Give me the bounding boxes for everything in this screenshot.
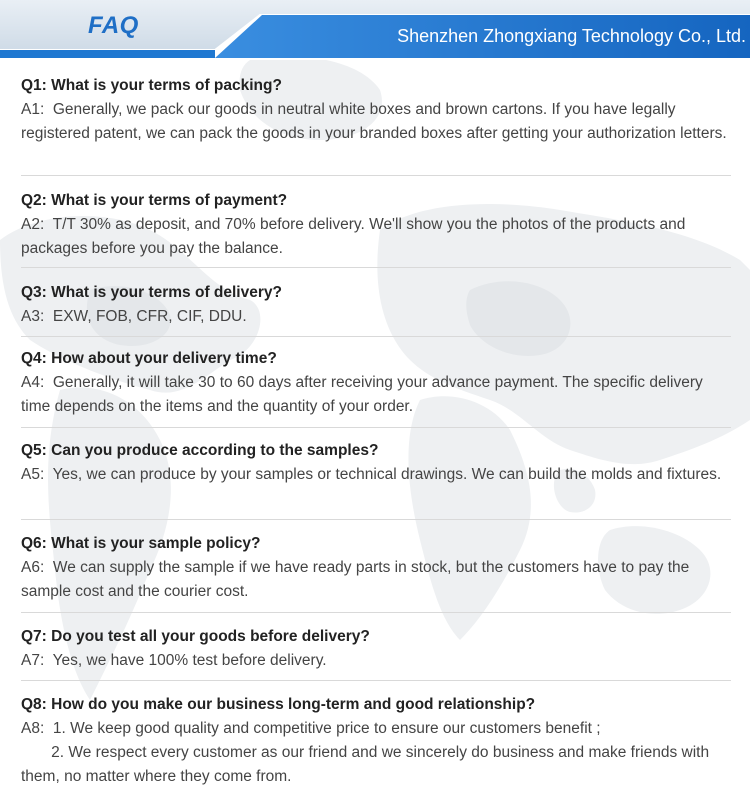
faq-divider	[21, 175, 731, 176]
faq-question: Q7: Do you test all your goods before delivery?	[21, 628, 370, 645]
faq-item-6	[21, 532, 731, 604]
faq-answer: A2: T/T 30% as deposit, and 70% before delivery. We'll show you the photos of the products and packages before you pay the balance.	[21, 216, 690, 257]
faq-divider	[21, 267, 731, 268]
faq-item-2	[21, 189, 731, 261]
faq-answer: A8: 1. We keep good quality and competitive price to ensure our customers benefit ; 2. We respect every customer as our friend and we sincerely do business and make friends with them, no matter where they come from.	[21, 720, 710, 785]
faq-item-7	[21, 625, 731, 673]
faq-divider	[21, 336, 731, 337]
faq-divider	[21, 519, 731, 520]
faq-answer: A5: Yes, we can produce by your samples or technical drawings. We can build the molds and fixtures.	[21, 466, 722, 483]
faq-answer: A1: Generally, we pack our goods in neutral white boxes and brown cartons. If you have legally registered patent, we can pack the goods in your branded boxes after getting your authorization letters.	[21, 101, 727, 142]
faq-question: Q6: What is your sample policy?	[21, 535, 261, 552]
header-banner	[0, 0, 750, 60]
faq-answer: A4: Generally, it will take 30 to 60 days after receiving your advance payment. The specific delivery time depends on the items and the quantity of your order.	[21, 374, 708, 415]
faq-divider	[21, 680, 731, 681]
faq-item-1	[21, 74, 731, 146]
faq-question: Q2: What is your terms of payment?	[21, 192, 288, 209]
faq-item-5	[21, 439, 731, 487]
faq-question: Q8: How do you make our business long-term and good relationship?	[21, 696, 536, 713]
faq-question: Q4: How about your delivery time?	[21, 350, 277, 367]
faq-divider	[21, 612, 731, 613]
faq-question: Q5: Can you produce according to the samples?	[21, 442, 379, 459]
faq-question: Q3: What is your terms of delivery?	[21, 284, 282, 301]
company-name: Shenzhen Zhongxiang Technology Co., Ltd.	[397, 26, 746, 46]
faq-answer: A7: Yes, we have 100% test before delivery.	[21, 652, 327, 669]
faq-item-8	[21, 693, 731, 789]
faq-item-3	[21, 281, 731, 329]
faq-title: FAQ	[88, 12, 139, 39]
faq-answer: A6: We can supply the sample if we have ready parts in stock, but the customers have to pay the sample cost and the courier cost.	[21, 559, 694, 600]
faq-divider	[21, 427, 731, 428]
faq-answer: A3: EXW, FOB, CFR, CIF, DDU.	[21, 308, 247, 325]
faq-question: Q1: What is your terms of packing?	[21, 77, 282, 94]
faq-item-4	[21, 347, 731, 419]
